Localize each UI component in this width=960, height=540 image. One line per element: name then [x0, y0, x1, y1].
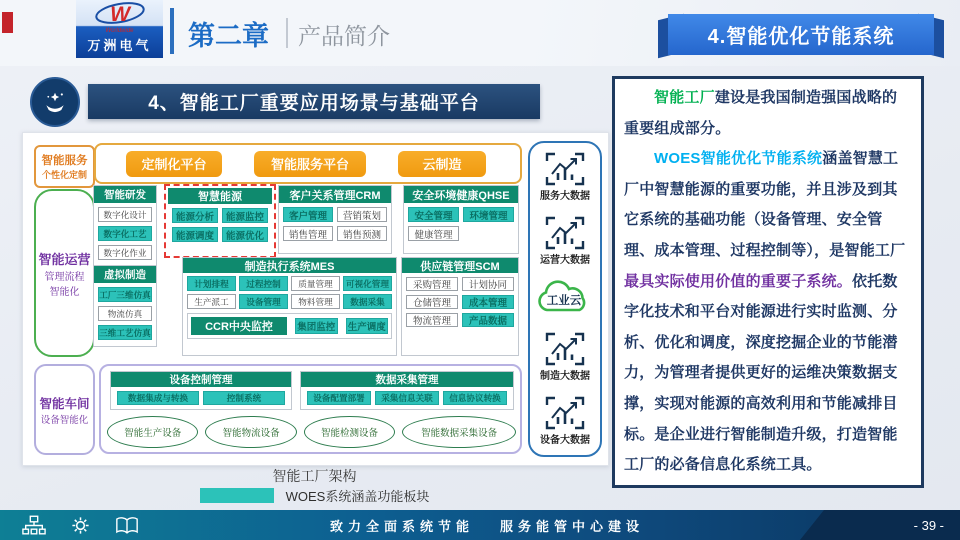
module-box: 工厂三维仿真 [98, 287, 152, 302]
module-box: 数字化设计 [98, 207, 152, 222]
module-box: 三维工艺仿真 [98, 325, 152, 340]
chapter-label: 第二章 [188, 21, 269, 51]
bigdata-label: 设备大数据 [540, 435, 590, 446]
module-box: 销售管理 [283, 226, 333, 241]
module-box: 能源优化 [222, 227, 268, 242]
block-title: 智慧能源 [168, 188, 272, 204]
platform-button: 定制化平台 [126, 151, 222, 177]
block-scm [401, 257, 519, 356]
block-title: 安全环境健康QHSE [404, 186, 518, 203]
page-number: - 39 - [913, 517, 944, 533]
block-title: 设备控制管理 [111, 372, 291, 387]
chapter-divider [286, 18, 288, 48]
block-title: 客户关系管理CRM [279, 186, 391, 203]
module-box: 生产派工 [187, 294, 236, 309]
workshop-container [99, 364, 522, 454]
device-oval: 智能检测设备 [304, 416, 395, 448]
bigdata-item [540, 216, 590, 266]
label-text: 智能化 [49, 286, 80, 298]
block-qhse [403, 185, 519, 254]
cloud-icon [534, 280, 596, 318]
module-box: 销售预测 [337, 226, 387, 241]
book-icon [115, 516, 139, 535]
red-accent-mark [2, 12, 13, 33]
slogan-part-2: 服务能管中心建设 [500, 518, 645, 534]
block-title: CCR中央监控 [191, 317, 287, 335]
highlight-smart-factory: 智能工厂 [654, 89, 715, 106]
block-crm [278, 185, 392, 254]
label-smart-workshop [34, 364, 95, 455]
legend-label: WOES系统涵盖功能板块 [285, 489, 430, 504]
label-text: 设备智能化 [40, 414, 89, 426]
module-box: 生产调度 [346, 318, 389, 334]
footer-icons [22, 510, 139, 540]
panel-paragraph-1 [624, 83, 912, 144]
bigdata-label: 制造大数据 [540, 371, 590, 382]
ccr-subblock [187, 313, 392, 339]
block-virtual [93, 265, 157, 347]
platform-button: 智能服务平台 [254, 151, 366, 177]
module-box: 设备配置部署 [307, 391, 371, 405]
module-box: 数据集成与转换 [117, 391, 199, 405]
panel-text: 涵盖智慧工厂中智慧能源的重要功能，并且涉及到其它系统的基础功能（设备管理、安全管理、成本管理、过程控制等），是智能工厂 [624, 150, 906, 259]
brand-logo [76, 0, 163, 58]
block-title: 数据采集管理 [301, 372, 513, 387]
module-box: 控制系统 [203, 391, 285, 405]
module-box: 数字化工艺 [98, 226, 152, 241]
bigdata-item [540, 396, 590, 446]
bigdata-item [540, 152, 590, 202]
module-box: 健康管理 [408, 226, 459, 241]
architecture-diagram [22, 132, 609, 466]
bigdata-item [540, 332, 590, 382]
highlight-woes: WOES智能优化节能系统 [654, 150, 823, 168]
worldwide-globe-icon [92, 0, 148, 28]
module-box: 产品数据 [462, 313, 514, 327]
footer-slogan [330, 510, 644, 540]
module-box: 数字化作业 [98, 245, 152, 260]
label-smart-service [34, 145, 95, 188]
module-box: 能源调度 [172, 227, 218, 242]
chart-icon [545, 152, 585, 186]
hand-sparkle-icon [30, 77, 80, 127]
brand-sub-label: Worldwide [105, 28, 134, 34]
bigdata-strip [528, 141, 602, 457]
module-box: 物流管理 [406, 313, 458, 327]
chart-icon [545, 216, 585, 250]
module-box: 信息协议转换 [443, 391, 507, 405]
platform-button: 云制造 [398, 151, 486, 177]
sitemap-icon [22, 515, 46, 536]
module-box: 成本管理 [462, 295, 514, 309]
panel-paragraph-2 [624, 144, 912, 481]
label-text: 管理流程 [44, 271, 85, 283]
footer-bar [0, 510, 960, 540]
module-box: 客户管理 [283, 207, 333, 222]
block-title: 制造执行系统MES [183, 258, 396, 273]
device-oval: 智能生产设备 [107, 416, 198, 448]
module-box: 过程控制 [239, 276, 288, 291]
chart-icon [545, 396, 585, 430]
gear-icon [70, 515, 91, 536]
module-box: 能源监控 [222, 208, 268, 223]
block-data-acquisition [300, 371, 514, 410]
brand-name: 万洲电气 [87, 38, 152, 53]
module-box: 计划排程 [187, 276, 236, 291]
module-box: 集团监控 [295, 318, 338, 334]
logo-divider [170, 8, 174, 54]
module-box: 采集信息关联 [375, 391, 439, 405]
panel-text: 建设是我国制造强国战略的重要组成部分。 [624, 89, 898, 137]
device-oval: 智能物流设备 [205, 416, 296, 448]
chart-icon [545, 332, 585, 366]
block-mes [182, 257, 397, 356]
block-energy [164, 184, 276, 258]
label-text: 智能服务 [41, 155, 88, 167]
ribbon-label: 4.智能优化节能系统 [668, 14, 934, 55]
panel-text: 依托数字化技术和平台对能源进行实时监测、分析、优化和调度，深度挖掘企业的节能潜力，为管理者提供更好的运维决策数据支撑，实现对能源的高效利用和节能减排目标。是企业进行智能制造升级，打造智能工厂的必备信息化系统工具。 [624, 272, 898, 474]
module-box: 营销策划 [337, 207, 387, 222]
module-box: 能源分析 [172, 208, 218, 223]
bigdata-label: 工业云 [546, 295, 582, 307]
platform-bar [94, 143, 522, 184]
block-title: 智能研发 [94, 186, 156, 203]
svg-text:W: W [109, 3, 130, 26]
page-title: 4、智能工厂重要应用场景与基础平台 [88, 84, 540, 119]
module-box: 安全管理 [408, 207, 459, 222]
module-box: 可视化管理 [343, 276, 392, 291]
module-box: 环境管理 [463, 207, 514, 222]
block-title: 虚拟制造 [94, 266, 156, 283]
legend-swatch [200, 488, 274, 503]
highlight-subsystem: 最具实际使用价值的重要子系统。 [624, 272, 853, 290]
label-smart-operation [34, 189, 95, 357]
module-box: 质量管理 [291, 276, 340, 291]
bigdata-label: 运营大数据 [540, 255, 590, 266]
module-box: 设备管理 [239, 294, 288, 309]
module-box: 物料管理 [291, 294, 340, 309]
label-text: 个性化定制 [41, 170, 87, 180]
module-box: 物流仿真 [98, 306, 152, 321]
section-ribbon [656, 12, 946, 59]
slogan-part-1: 致力全面系统节能 [330, 518, 475, 534]
device-oval: 智能数据采集设备 [402, 416, 516, 448]
label-text: 智能运营 [38, 251, 91, 267]
bigdata-label: 服务大数据 [540, 191, 590, 202]
diagram-legend [22, 486, 607, 505]
module-box: 仓储管理 [406, 295, 458, 309]
description-panel [612, 76, 924, 488]
block-rd [93, 185, 157, 267]
module-box: 计划协同 [462, 277, 514, 291]
bigdata-item [534, 280, 596, 318]
block-device-control [110, 371, 292, 410]
module-box: 采购管理 [406, 277, 458, 291]
label-text: 智能车间 [39, 396, 90, 411]
device-ovals [107, 414, 516, 450]
diagram-caption: 智能工厂架构 [272, 468, 357, 484]
module-box: 数据采集 [343, 294, 392, 309]
block-title: 供应链管理SCM [402, 258, 518, 273]
section-label: 产品简介 [298, 23, 390, 49]
